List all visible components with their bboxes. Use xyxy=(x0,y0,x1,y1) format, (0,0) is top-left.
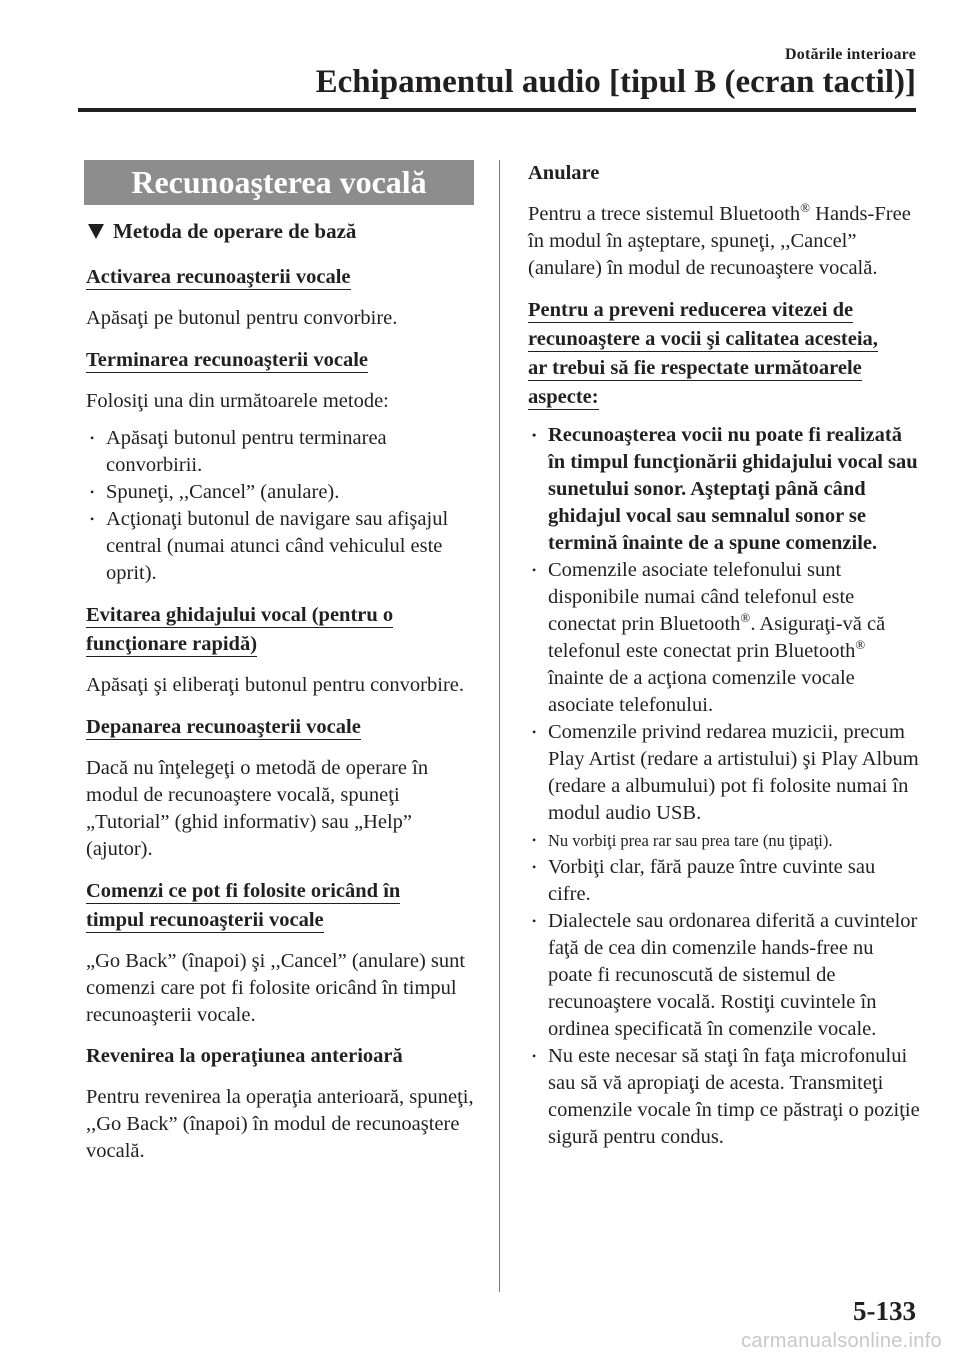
cancel-text-part: Pentru a trece sistemul Bluetooth xyxy=(528,203,801,225)
skip-text: Apăsaţi şi eliberaţi butonul pentru convorbire. xyxy=(86,674,465,696)
list-item: • Nu este necesar să staţi în faţa microfonului sau să vă apropiaţi de acesta. Transmiteţi comenzile vocale în timp ce păstraţi o poziţie sigură pentru condus. xyxy=(528,1043,920,1151)
item-text: . Asiguraţi-vă că telefonul este conectat prin Bluetooth xyxy=(548,613,886,662)
registered-mark: ® xyxy=(855,637,866,653)
cancel-text-part: Hands-Free în modul în aşteptare, spuneţi, ,,Cancel” (anulare) în modul de recunoaştere vocală. xyxy=(528,203,911,279)
back-heading: Revenirea la operaţiunea anterioară xyxy=(86,1045,403,1067)
registered-mark: ® xyxy=(800,200,811,216)
commands-text: „Go Back” (înapoi) şi ,,Cancel” (anulare) sunt comenzi care pot fi folosite oricând în timpul recunoaşterii vocale. xyxy=(86,950,466,1026)
watermark: carmanualsonline.info xyxy=(741,1330,942,1352)
page-number: 5-133 xyxy=(853,1296,916,1326)
commands-heading-line-1: Comenzi ce pot fi folosite oricând în xyxy=(86,880,401,902)
skip-heading-line-2: funcţionare rapidă) xyxy=(86,633,258,655)
activate-heading: Activarea recunoaşterii vocale xyxy=(86,266,351,288)
list-item: • Acţionaţi butonul de navigare sau afişajul central (numai atunci când vehiculul este oprit). xyxy=(86,506,474,587)
warning-line: aspecte: xyxy=(528,386,599,408)
cancel-heading: Anulare xyxy=(528,162,600,184)
subheading-text: Metoda de operare de bază xyxy=(113,219,357,243)
header-rule xyxy=(78,108,916,112)
page-title: Echipamentul audio [tipul B (ecran tactil)] xyxy=(315,64,916,100)
list-item: • Vorbiţi clar, fără pauze între cuvinte sau cifre. xyxy=(528,854,920,908)
cancel-text xyxy=(528,201,920,282)
column-divider xyxy=(499,160,500,1292)
skip-heading xyxy=(86,601,474,659)
right-column xyxy=(528,160,920,1165)
chapter-kicker: Dotările interioare xyxy=(784,46,916,63)
list-item: • Nu vorbiţi prea rar sau prea tare (nu ţipaţi). xyxy=(528,827,920,854)
subheading xyxy=(86,218,474,245)
end-heading: Terminarea recunoaşterii vocale xyxy=(86,349,369,371)
list-item xyxy=(528,557,920,719)
warning-line: ar trebui să fie respectate următoarele xyxy=(528,357,862,379)
debug-text: Dacă nu înţelegeţi o metodă de operare în modul de recunoaştere vocală, spuneţi „Tutorial” (ghid informativ) sau „Help” (ajutor). xyxy=(86,757,429,860)
debug-heading: Depanarea recunoaşterii vocale xyxy=(86,716,361,738)
item-text: Comenzile asociate telefonului sunt disponibile numai când telefonul este conectat prin Bluetooth xyxy=(548,559,855,635)
warning-line: recunoaştere a vocii şi calitatea acesteia, xyxy=(528,328,878,350)
section-banner: Recunoaşterea vocală xyxy=(84,160,474,205)
list-item: • Recunoaşterea vocii nu poate fi realizată în timpul funcţionării ghidajului vocal sau sunetului sonor. Aşteptaţi până când ghidajul vocal sau semnalul sonor se termină înainte de a spune comenzile. xyxy=(528,422,920,557)
end-text: Folosiţi una din următoarele metode: xyxy=(86,390,389,412)
list-item: • Dialectele sau ordonarea diferită a cuvintelor faţă de cea din comenzile hands-free nu poate fi recunoscută de sistemul de recunoaştere vocală. Rostiţi cuvintele în ordinea specificată în comenzile vocale. xyxy=(528,908,920,1043)
skip-heading-line-1: Evitarea ghidajului vocal (pentru o xyxy=(86,604,394,626)
commands-heading-line-2: timpul recunoaşterii vocale xyxy=(86,909,324,931)
item-text: înainte de a acţiona comenzile vocale asociate telefonului. xyxy=(548,667,855,716)
end-methods-list xyxy=(86,425,474,587)
back-text: Pentru revenirea la operaţia anterioară, spuneţi, ,,Go Back” (înapoi) în modul de recunoaştere vocală. xyxy=(86,1086,474,1162)
list-item: • Apăsaţi butonul pentru terminarea convorbirii. xyxy=(86,425,474,479)
list-item: • Spuneţi, ,,Cancel” (anulare). xyxy=(86,479,474,506)
activate-text: Apăsaţi pe butonul pentru convorbire. xyxy=(86,307,398,329)
registered-mark: ® xyxy=(740,610,751,626)
left-column xyxy=(86,160,474,1179)
recommendations-list xyxy=(528,422,920,1151)
commands-heading xyxy=(86,877,474,935)
warning-line: Pentru a preveni reducerea vitezei de xyxy=(528,299,854,321)
triangle-icon xyxy=(88,224,104,239)
warning-heading xyxy=(528,296,920,412)
list-item: • Comenzile privind redarea muzicii, precum Play Artist (redare a artistului) şi Play Album (redare a albumului) pot fi folosite numai în modul audio USB. xyxy=(528,719,920,827)
